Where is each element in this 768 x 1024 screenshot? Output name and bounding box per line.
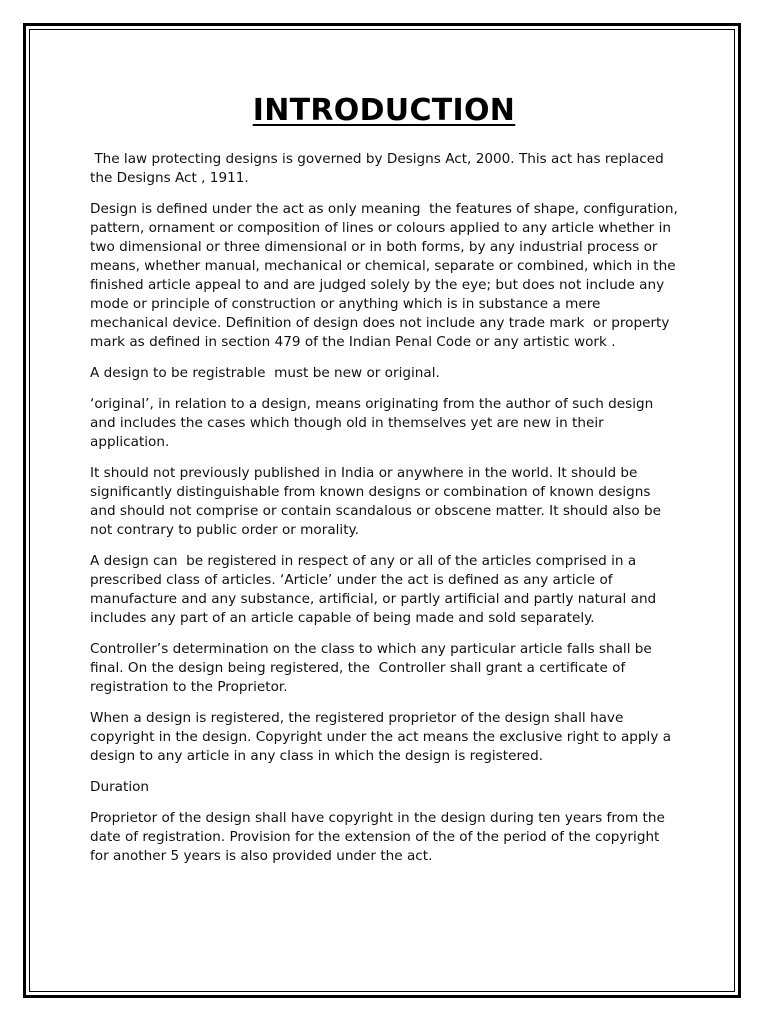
paragraph-novelty: It should not previously published in India or anywhere in the world. It should be significantly distinguishable from known designs or combination of known designs and should not comprise or contain scandalous or obscene matter. It should also be not contrary to public order or morality. — [90, 465, 666, 538]
paragraph-duration: Proprietor of the design shall have copyright in the design during ten years from the date of registration. Provision for the extension of the of the period of the copyright for another 5 years is also provided under the act. — [90, 810, 670, 864]
paragraph-controller: Controller’s determination on the class to which any particular article falls shall be final. On the design being registered, the Controller shall grant a certificate of registration to the Proprietor. — [90, 641, 657, 695]
paragraph-copyright: When a design is registered, the registered proprietor of the design shall have copyright in the design. Copyright under the act means the exclusive right to apply a design to any article in any class in which the design is registered. — [90, 710, 676, 764]
page-title-text: INTRODUCTION — [252, 93, 516, 128]
heading-duration: Duration — [90, 779, 150, 795]
paragraph-original: ‘original’, in relation to a design, means originating from the author of such design and includes the cases which though old in themselves yet are new in their application. — [90, 396, 658, 450]
page-title — [0, 91, 768, 131]
paragraph-registrable: A design to be registrable must be new or original. — [90, 365, 440, 381]
paragraph-designs-act: The law protecting designs is governed by Designs Act, 2000. This act has replaced the Designs Act , 1911. — [90, 151, 669, 186]
paragraph-article-class: A design can be registered in respect of any or all of the articles comprised in a prescribed class of articles. ‘Article’ under the act is defined as any article of manufacture and any substance, artificial, or partly artificial and partly natural and includes any part of an article capable of being made and sold separately. — [90, 553, 661, 626]
paragraph-design-definition: Design is defined under the act as only meaning the features of shape, configuration, pattern, ornament or composition of lines or colours applied to any article whether in two dimensional or three dimensional or in both forms, by any industrial process or means, whether manual, mechanical or chemical, separate or combined, which in the finished article appeal to and are judged solely by the eye; but does not include any mode or principle of construction or anything which is in substance a mere mechanical device. Definition of design does not include any trade mark or property mark as defined in section 479 of the Indian Penal Code or any artistic work . — [90, 201, 683, 350]
document-body — [90, 150, 683, 878]
